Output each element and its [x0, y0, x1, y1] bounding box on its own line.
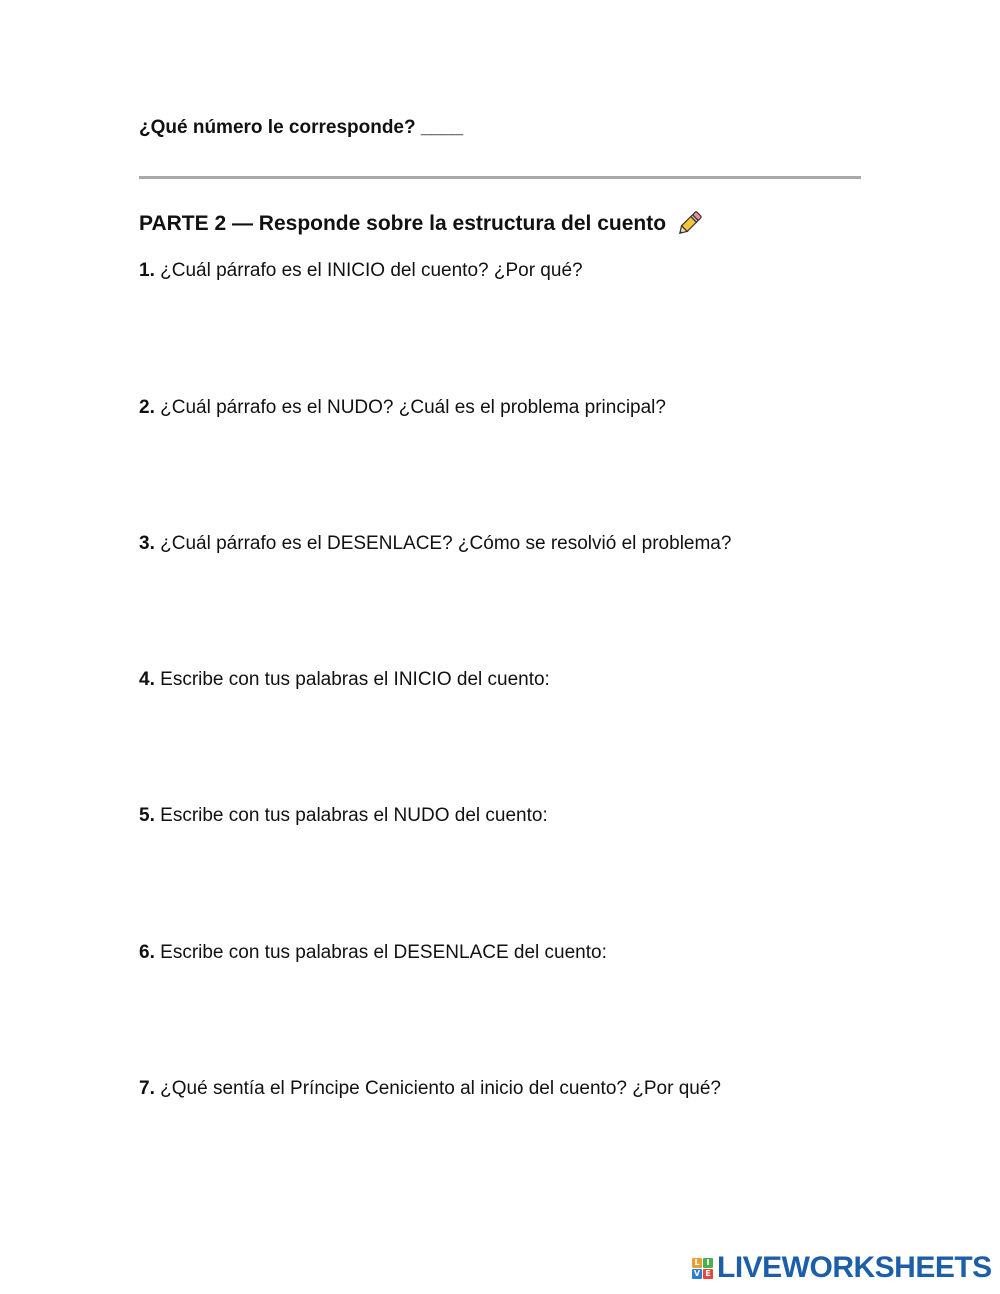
logo-tile: L: [692, 1258, 702, 1268]
question-3: [139, 533, 731, 555]
question-1: [139, 260, 583, 282]
answer-area-3[interactable]: [139, 568, 861, 648]
question-2: [139, 397, 666, 419]
answer-area-7[interactable]: [139, 1113, 861, 1193]
question-number: 3.: [139, 533, 155, 554]
question-text: Escribe con tus palabras el DESENLACE del cuento:: [160, 942, 607, 963]
question-number: 6.: [139, 942, 155, 963]
answer-area-1[interactable]: [139, 295, 861, 375]
question-number: 7.: [139, 1078, 155, 1099]
question-text: Escribe con tus palabras el INICIO del cuento:: [160, 669, 550, 690]
section-title-text: PARTE 2 — Responde sobre la estructura del cuento: [139, 212, 667, 235]
question-number: 5.: [139, 805, 155, 826]
question-text: Escribe con tus palabras el NUDO del cuento:: [160, 805, 548, 826]
question-4: [139, 669, 550, 691]
question-text: ¿Cuál párrafo es el NUDO? ¿Cuál es el problema principal?: [160, 397, 666, 418]
brand-name: LIVEWORKSHEETS: [717, 1251, 992, 1284]
logo-tile: I: [703, 1258, 713, 1268]
liveworksheets-logo: [692, 1253, 992, 1283]
question-number: 1.: [139, 260, 155, 281]
pencil-icon: [674, 209, 704, 239]
logo-tiles-icon: [692, 1258, 713, 1279]
question-7: [139, 1078, 721, 1100]
question-5: [139, 805, 548, 827]
answer-area-4[interactable]: [139, 704, 861, 784]
question-6: [139, 942, 607, 964]
intro-question: ¿Qué número le corresponde? ____: [139, 117, 464, 138]
question-text: ¿Cuál párrafo es el INICIO del cuento? ¿Por qué?: [160, 260, 583, 281]
answer-area-2[interactable]: [139, 432, 861, 512]
logo-tile: E: [703, 1269, 713, 1279]
answer-area-6[interactable]: [139, 977, 861, 1057]
section-title: [139, 209, 704, 239]
question-number: 2.: [139, 397, 155, 418]
section-divider: [139, 176, 861, 179]
logo-tile: V: [693, 1269, 701, 1278]
question-text: ¿Qué sentía el Príncipe Ceniciento al inicio del cuento? ¿Por qué?: [160, 1078, 721, 1099]
question-number: 4.: [139, 669, 155, 690]
answer-area-5[interactable]: [139, 840, 861, 920]
question-text: ¿Cuál párrafo es el DESENLACE? ¿Cómo se resolvió el problema?: [160, 533, 732, 554]
